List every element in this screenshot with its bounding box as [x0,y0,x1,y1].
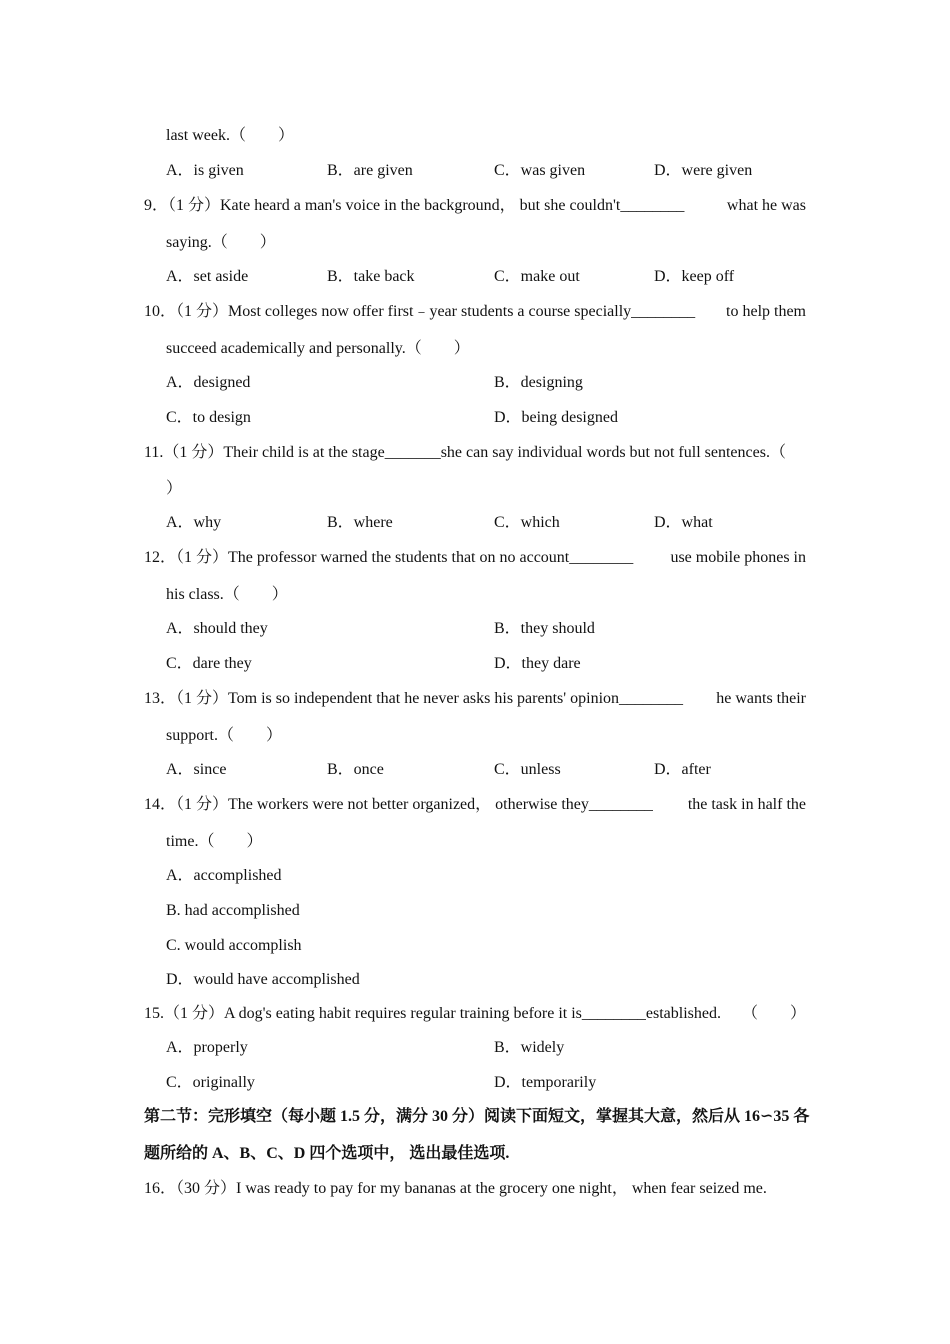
q11-stem-line1: 11.（1 分）Their child is at the stage_______she can say individual words but not full sentences.（ [144,444,786,461]
q11-option-c[interactable]: C．which [494,514,560,531]
q15-option-a[interactable]: A．properly [166,1039,248,1056]
q9-stem-line1-end: what he was [726,197,806,214]
q10-option-b[interactable]: B．designing [494,374,583,391]
q9-stem-line1: 9．（1 分）Kate heard a man's voice in the background， but she couldn't________ [144,197,685,214]
q8-option-d[interactable]: D．were given [654,162,753,179]
q13-stem-line2: support.（ ） [166,727,283,744]
q15-option-b[interactable]: B．widely [494,1039,565,1056]
q8-option-a[interactable]: A．is given [166,162,244,179]
q9-option-a[interactable]: A．set aside [166,268,249,285]
q13-stem-line1: 13．（1 分）Tom is so independent that he never asks his parents' opinion________ [144,690,684,707]
q14-option-c[interactable]: C. would accomplish [166,937,302,954]
q16-stem-line1: 16．（30 分）I was ready to pay for my bananas at the grocery one night， when fear seized me. [144,1180,767,1197]
q11-stem-line2: ） [166,480,183,497]
section2-instructions-line1: 第二节：完形填空（每小题 1.5 分，满分 30 分）阅读下面短文，掌握其大意，然后从 16∽35 各 [144,1108,810,1125]
q14-option-d[interactable]: D．would have accomplished [166,971,360,988]
section2-instructions-line2: 题所给的 A、B、C、D 四个选项中， 选出最佳选项. [144,1145,510,1162]
q15-stem-line1: 15.（1 分）A dog's eating habit requires regular training before it is________established. [144,1005,721,1022]
q13-option-c[interactable]: C．unless [494,761,561,778]
q12-stem-line1: 12．（1 分）The professor warned the students that on no account________ [144,549,634,566]
q15-stem-line1-end: （ ） [741,1005,806,1022]
q15-option-c[interactable]: C．originally [166,1074,255,1091]
q14-stem-line1-end: the task in half the [687,796,806,813]
q10-option-a[interactable]: A．designed [166,374,251,391]
q11-option-b[interactable]: B．where [327,514,393,531]
q8-option-c[interactable]: C．was given [494,162,586,179]
q9-stem-line2: saying.（ ） [166,234,276,251]
q8-option-b[interactable]: B．are given [327,162,413,179]
q9-option-c[interactable]: C．make out [494,268,580,285]
q15-option-d[interactable]: D．temporarily [494,1074,597,1091]
q11-option-a[interactable]: A．why [166,514,222,531]
q12-option-c[interactable]: C．dare they [166,655,252,672]
q8-continuation: last week.（ ） [166,127,294,144]
q14-stem-line1: 14．（1 分）The workers were not better organized， otherwise they________ [144,796,653,813]
q11-option-d[interactable]: D．what [654,514,713,531]
q12-option-b[interactable]: B．they should [494,620,595,637]
q14-option-b[interactable]: B. had accomplished [166,902,300,919]
q12-option-d[interactable]: D．they dare [494,655,581,672]
q14-stem-line2: time.（ ） [166,833,263,850]
q10-option-d[interactable]: D．being designed [494,409,618,426]
q13-stem-line1-end: he wants their [716,690,806,707]
q10-stem-line1: 10．（1 分）Most colleges now offer first﹣year students a course specially________ [144,303,696,320]
q10-stem-line1-end: to help them [726,303,806,320]
q13-option-a[interactable]: A．since [166,761,227,778]
q10-option-c[interactable]: C．to design [166,409,251,426]
q9-option-d[interactable]: D．keep off [654,268,735,285]
q13-option-b[interactable]: B．once [327,761,384,778]
q9-option-b[interactable]: B．take back [327,268,415,285]
q12-option-a[interactable]: A．should they [166,620,268,637]
q12-stem-line1-end: use mobile phones in [670,549,806,566]
q14-option-a[interactable]: A．accomplished [166,867,282,884]
q12-stem-line2: his class.（ ） [166,586,288,603]
q13-option-d[interactable]: D．after [654,761,711,778]
q10-stem-line2: succeed academically and personally.（ ） [166,340,470,357]
